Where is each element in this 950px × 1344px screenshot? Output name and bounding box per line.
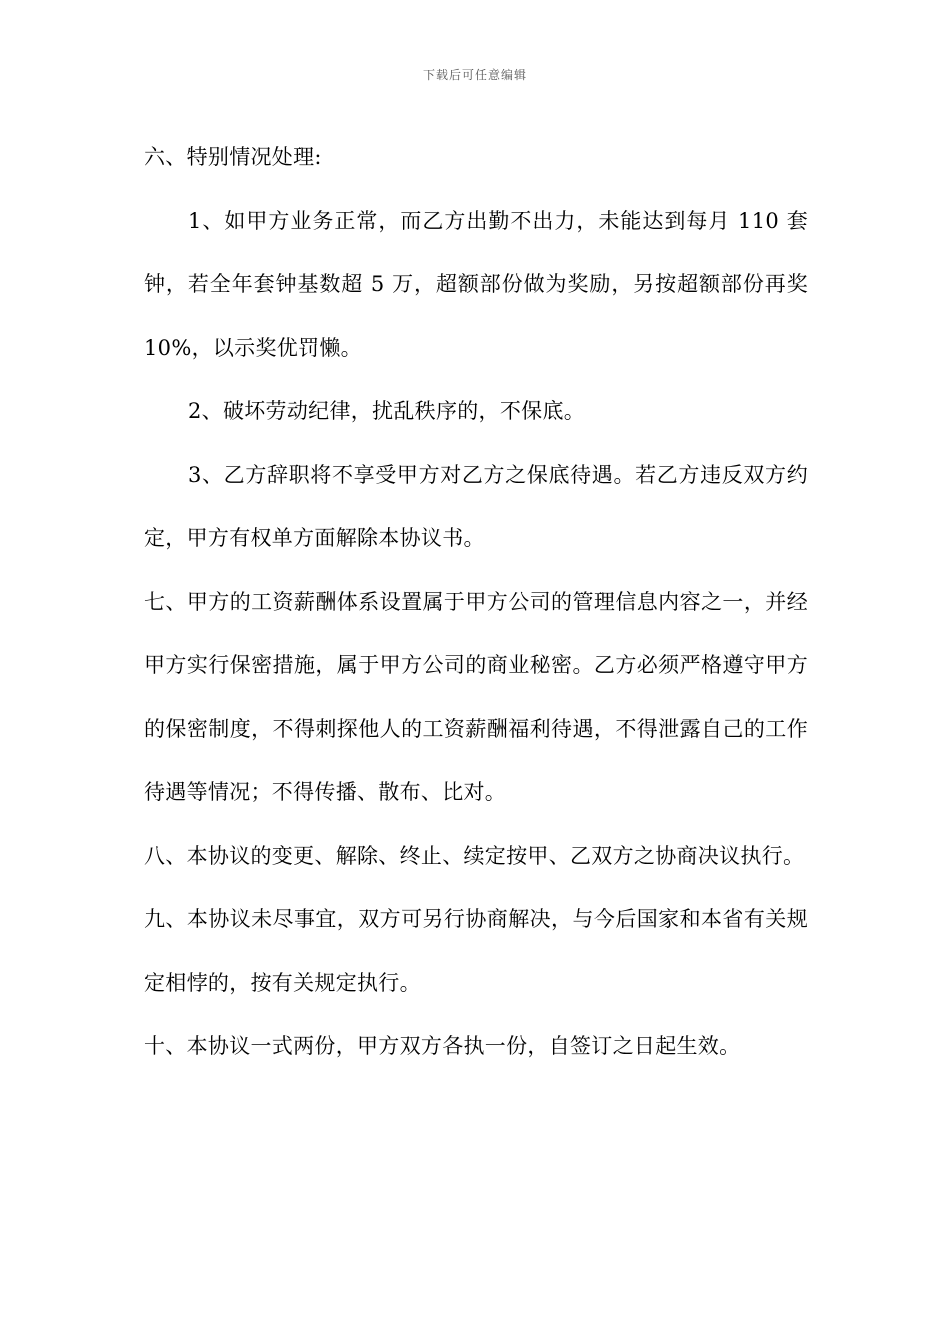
clause-6-1: 1、如甲方业务正常，而乙方出勤不出力，未能达到每月 110 套钟，若全年套钟基数超 5 万，超额部份做为奖励，另按超额部份再奖 10%，以示奖优罚懒。 <box>144 208 808 360</box>
clause-6-3: 3、乙方辞职将不享受甲方对乙方之保底待遇。若乙方违反双方约定，甲方有权单方面解除本协议书。 <box>144 462 808 550</box>
section-10-paragraph: 十、本协议一式两份，甲方双方各执一份，自签订之日起生效。 <box>144 1034 741 1058</box>
document-body <box>144 126 808 1079</box>
clause-6-2: 2、破坏劳动纪律，扰乱秩序的，不保底。 <box>188 399 586 423</box>
section-8-paragraph: 八、本协议的变更、解除、终止、续定按甲、乙双方之协商决议执行。 <box>144 843 805 868</box>
page-header: 下载后可任意编辑 <box>422 68 527 82</box>
section-7-paragraph: 七、甲方的工资薪酬体系设置属于甲方公司的管理信息内容之一，并经甲方实行保密措施，属于甲方公司的商业秘密。乙方必须严格遵守甲方的保密制度，不得刺探他人的工资薪酬福利待遇，不得泄露自己的工作待遇等情况；不得传播、散布、比对。 <box>144 589 808 804</box>
section-6-heading: 六、特别情况处理: <box>144 145 322 169</box>
section-9-paragraph: 九、本协议未尽事宜，双方可另行协商解决，与今后国家和本省有关规定相悖的，按有关规定执行。 <box>144 907 808 995</box>
